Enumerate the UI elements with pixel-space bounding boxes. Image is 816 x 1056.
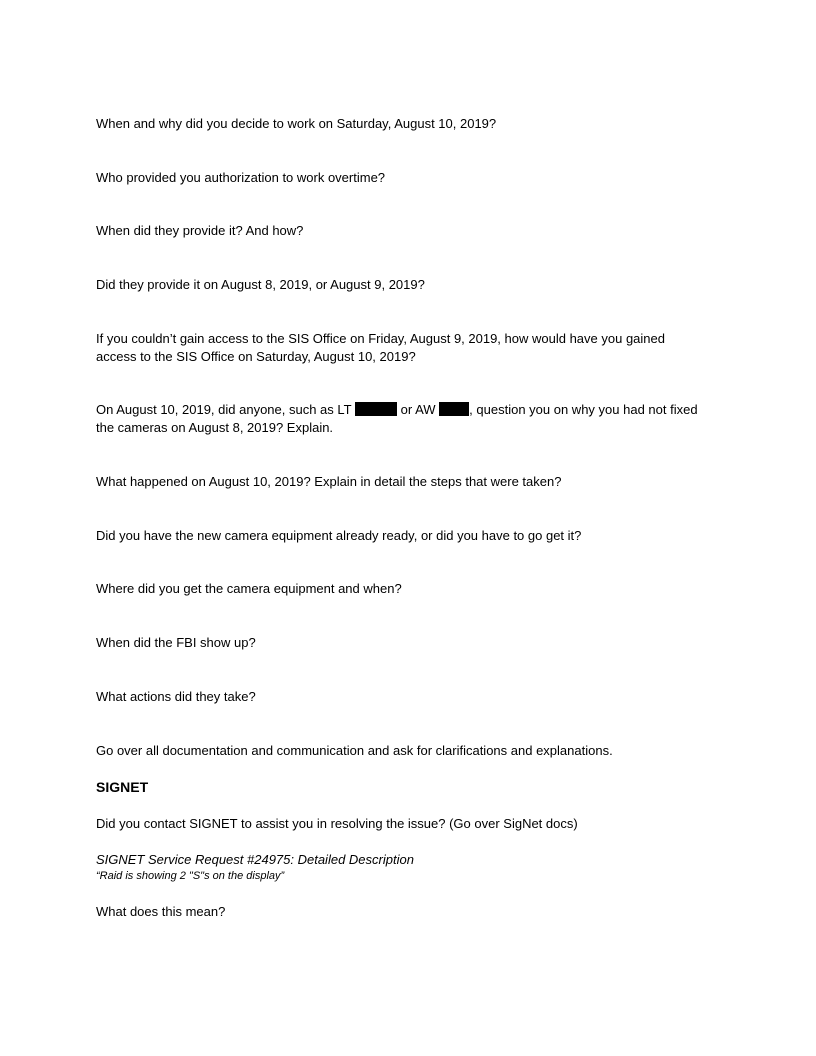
question-text: the cameras on August 8, 2019? Explain. (96, 420, 334, 435)
question-text-with-redactions (96, 401, 726, 419)
question-text: Did you contact SIGNET to assist you in resolving the issue? (Go over SigNet docs) (96, 816, 578, 831)
question-text: What does this mean? (96, 904, 226, 919)
redaction-block (355, 402, 397, 416)
question-fragment: or AW (400, 402, 436, 417)
service-request-title: SIGNET Service Request #24975: Detailed Description (96, 852, 414, 867)
question-text: What actions did they take? (96, 689, 256, 704)
question-text: When did they provide it? And how? (96, 223, 304, 238)
question-text: access to the SIS Office on Saturday, August 10, 2019? (96, 349, 416, 364)
question-fragment: , question you on why you had not fixed (469, 402, 698, 417)
redaction-block (439, 402, 469, 416)
section-heading: SIGNET (96, 779, 149, 795)
question-text: Who provided you authorization to work overtime? (96, 170, 386, 185)
service-request-quote: “Raid is showing 2 "S"s on the display” (96, 870, 285, 882)
question-text: Did they provide it on August 8, 2019, or August 9, 2019? (96, 277, 425, 292)
question-text: Where did you get the camera equipment and when? (96, 581, 402, 596)
question-text: When did the FBI show up? (96, 635, 256, 650)
question-text: Go over all documentation and communication and ask for clarifications and explanations. (96, 743, 613, 758)
question-text: Did you have the new camera equipment already ready, or did you have to go get it? (96, 528, 582, 543)
question-text: When and why did you decide to work on Saturday, August 10, 2019? (96, 116, 497, 131)
question-fragment: On August 10, 2019, did anyone, such as LT (96, 402, 352, 417)
question-text: If you couldn’t gain access to the SIS Office on Friday, August 9, 2019, how would have you gained (96, 331, 665, 346)
question-text: What happened on August 10, 2019? Explain in detail the steps that were taken? (96, 474, 562, 489)
